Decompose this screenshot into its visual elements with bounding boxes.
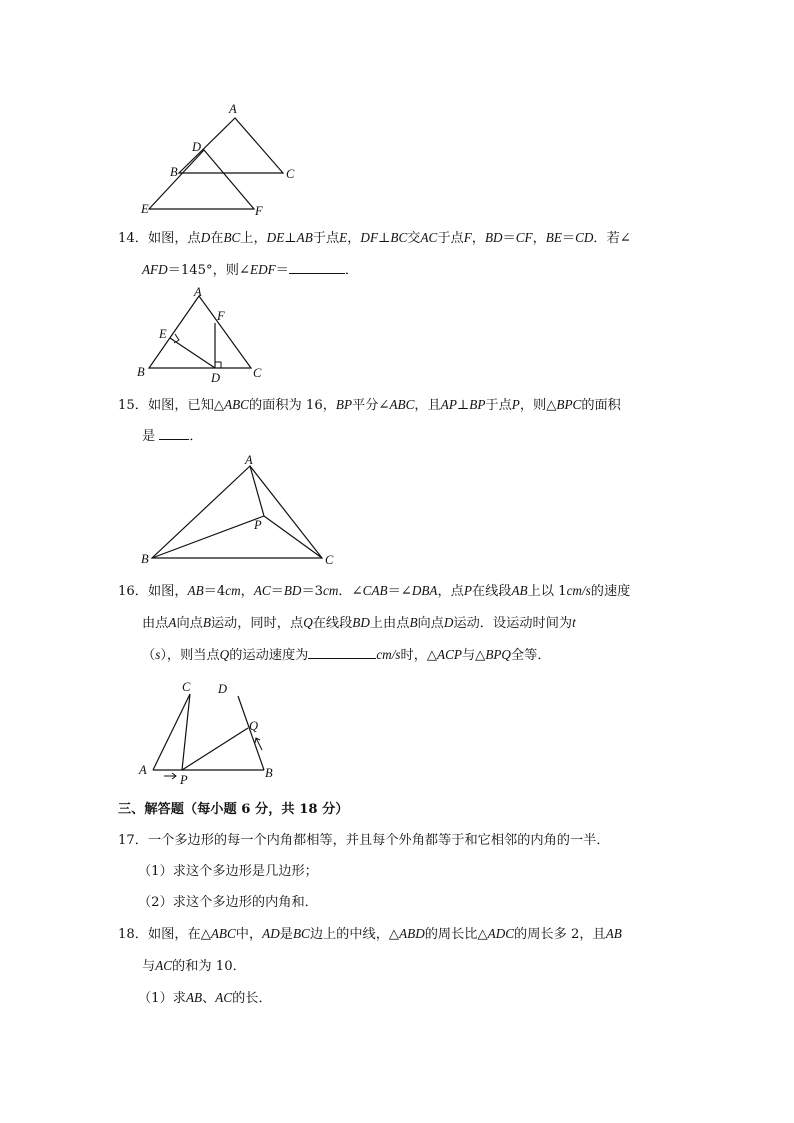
figure-q16 [134, 676, 284, 788]
label-q: Q [249, 719, 259, 733]
answer-blank[interactable] [289, 259, 345, 274]
question-18: 18．如图，在△ABC中，AD是BC边上的中线，△ABD的周长比△ADC的周长多 2，且AB 与AC的和为 10． （1）求AB、AC的长． [118, 918, 684, 1014]
label-d: D [211, 371, 221, 385]
label-p: P [254, 518, 262, 532]
label-c: C [325, 553, 334, 567]
question-17: 17．一个多边形的每一个内角都相等，并且每个外角都等于和它相邻的内角的一半． （1）求这个多边形是几边形； （2）求这个多边形的内角和． [118, 825, 684, 918]
label-c: C [182, 680, 191, 694]
right-angle-mark-d [215, 362, 221, 368]
segment-de [170, 338, 215, 368]
question-14: 14．如图，点D在BC上，DE⊥AB于点E，DF⊥BC交AC于点F，BD＝CF，BE＝CD．若∠ AFD＝145°，则∠EDF＝ ． [118, 230, 631, 278]
label-a: A [229, 102, 237, 116]
label-c: C [253, 366, 262, 380]
segment-cp [182, 694, 190, 770]
subquestion-2: （2）求这个多边形的内角和． [138, 895, 318, 910]
label-d: D [192, 140, 202, 154]
question-number: 17． [118, 833, 148, 848]
segment-bd [238, 696, 264, 770]
segment-pc [264, 516, 322, 558]
question-number: 14． [118, 231, 148, 246]
answer-blank[interactable] [159, 425, 189, 440]
segment-bp [152, 516, 264, 558]
label-f: F [255, 204, 263, 218]
section-heading: 三、解答题（每小题 6 分，共 18 分） [118, 802, 349, 817]
label-b: B [170, 165, 178, 179]
segment-pq [182, 728, 248, 770]
question-16: 16．如图，AB＝4cm，AC＝BD＝3cm．∠CAB＝∠DBA，点P在线段AB上以 1cm/s的速度 由点A向点B运动，同时，点Q在线段BD上由点B向点D运动．设运动时间为t （s），则当点Q的运动速度为 cm/s时，△ACP与△BPQ全等． [118, 583, 631, 663]
question-15: 15．如图，已知△ABC的面积为 16，BP平分∠ABC，且AP⊥BP于点P，则△BPC的面积 是 ． [118, 397, 621, 444]
figure-q13 [138, 100, 308, 218]
question-number: 15． [118, 398, 148, 413]
label-e: E [159, 327, 167, 341]
label-e: E [141, 202, 149, 216]
label-f: F [217, 309, 225, 323]
label-b: B [137, 365, 145, 379]
answer-blank[interactable] [308, 644, 376, 659]
label-b: B [141, 552, 149, 566]
figure-q15 [136, 452, 346, 570]
label-c: C [286, 167, 295, 181]
question-number: 18． [118, 927, 148, 942]
label-a: A [194, 285, 202, 299]
subquestion-1: （1）求这个多边形是几边形； [138, 864, 318, 879]
figure-q14 [136, 286, 266, 386]
subquestion-1: （1）求AB、AC的长． [138, 990, 272, 1006]
segment-ap [250, 466, 264, 516]
label-p: P [180, 773, 188, 787]
question-number: 16． [118, 584, 148, 599]
label-a: A [139, 763, 147, 777]
label-a: A [245, 453, 253, 467]
label-d: D [218, 682, 228, 696]
triangle-abc [152, 466, 322, 558]
triangle-def [149, 150, 254, 209]
arrow-right-icon [164, 773, 176, 779]
segment-ac [153, 694, 190, 770]
label-b: B [265, 766, 273, 780]
